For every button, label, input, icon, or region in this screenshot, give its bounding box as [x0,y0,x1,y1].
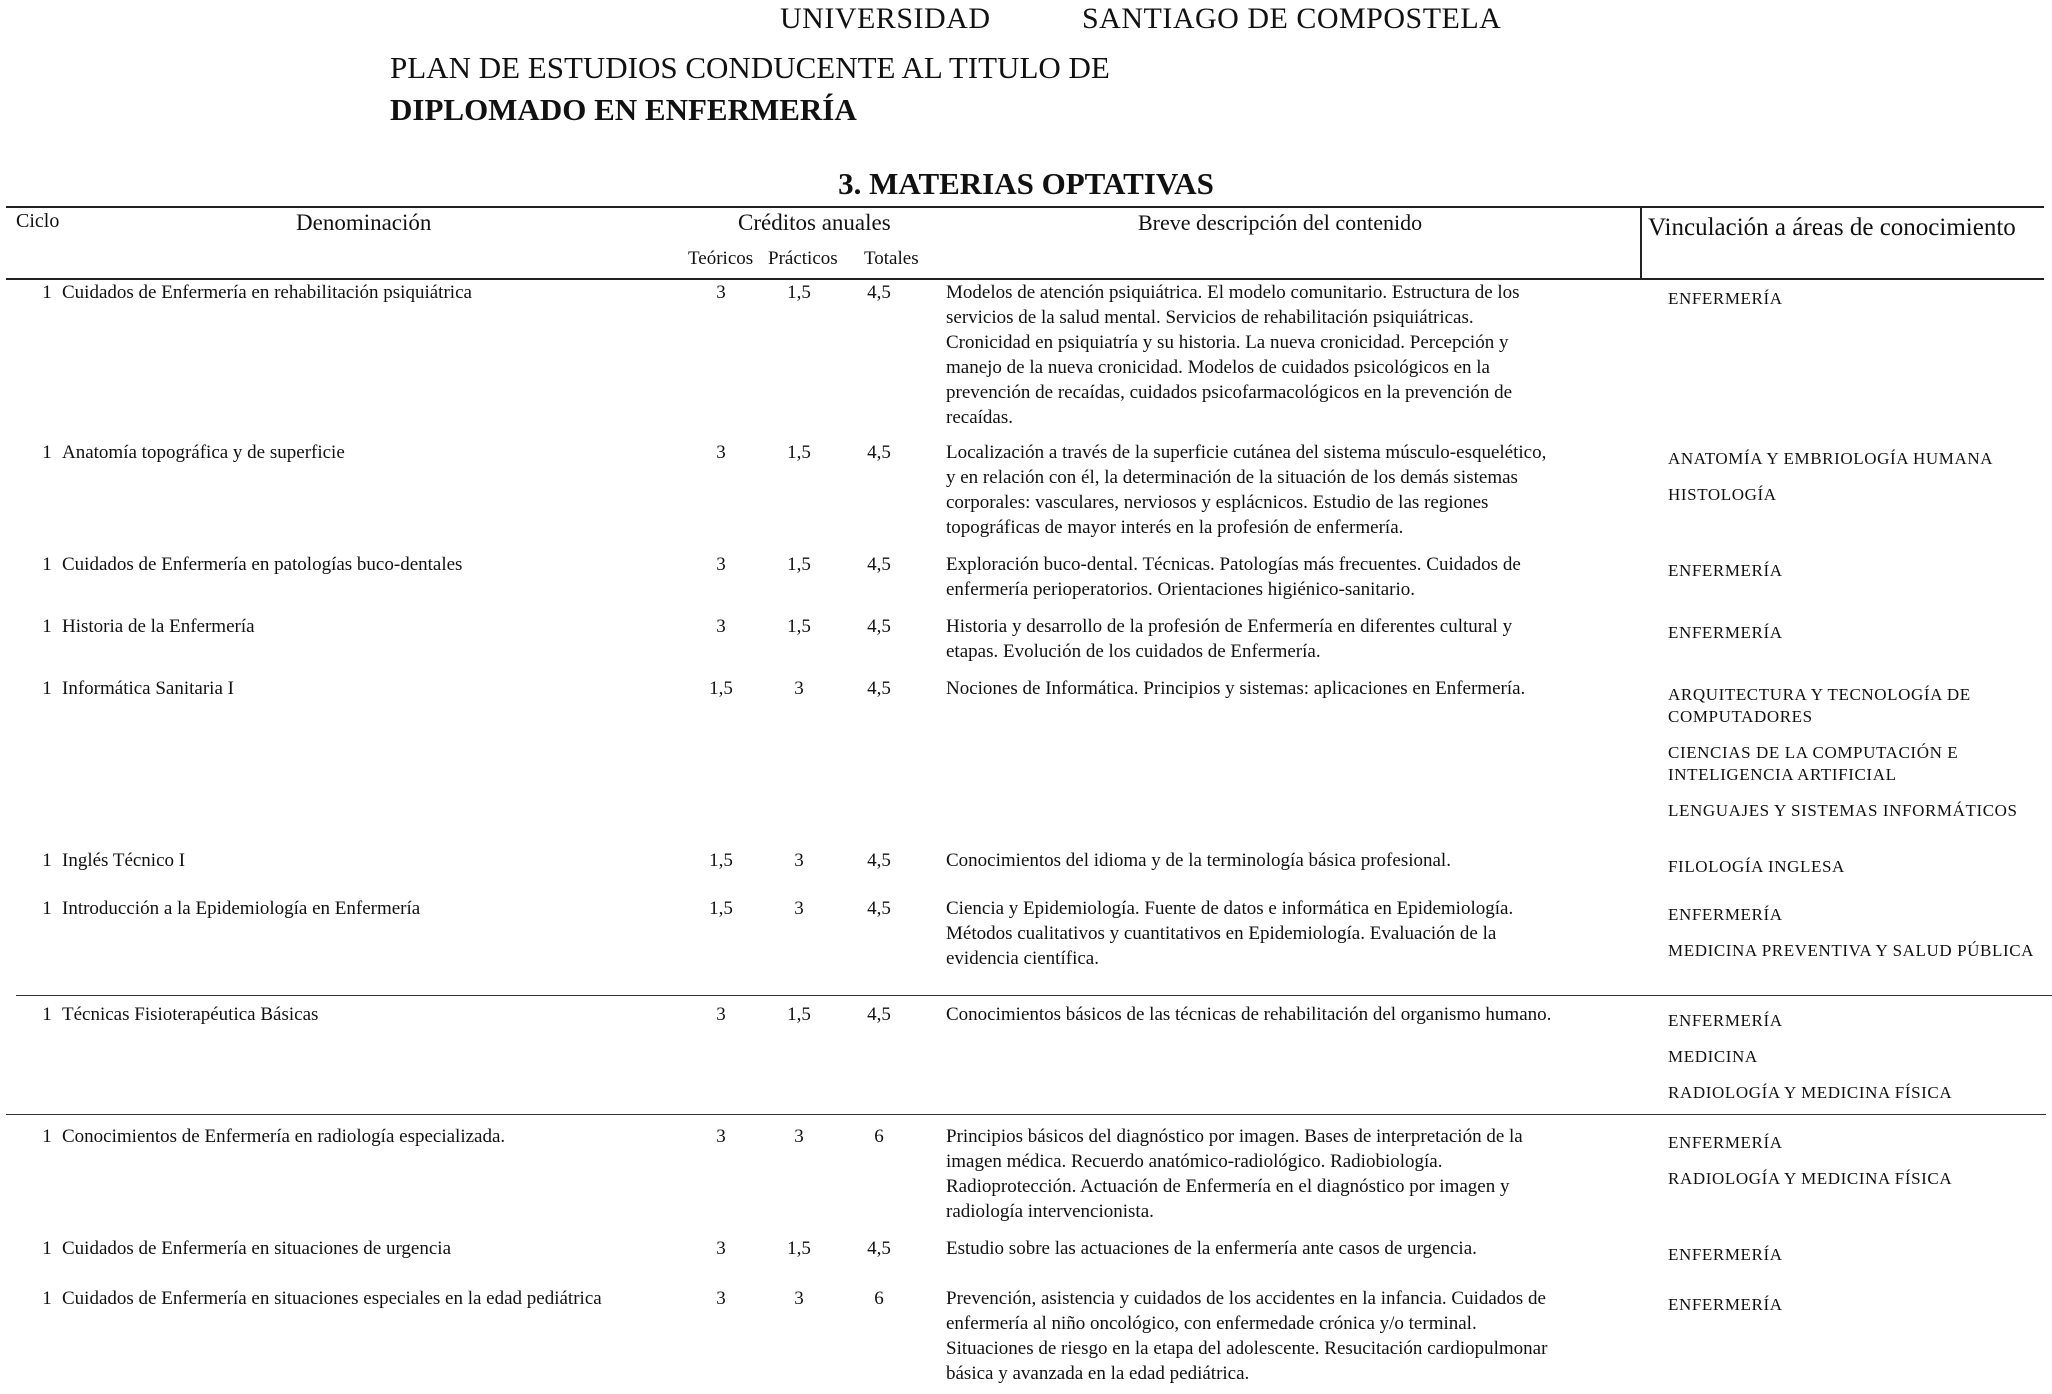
row-teoricos: 3 [716,1238,726,1259]
knowledge-area: ENFERMERÍA [1668,905,1783,924]
row-descripcion [946,614,1626,664]
header-top-rule [6,206,2044,208]
row-areas [1668,904,2048,976]
description-line: servicios de la salud mental. Servicios de rehabilitación psiquiátricas. [946,307,1474,328]
row-descripcion [946,1124,1626,1224]
row-areas [1668,1010,2048,1118]
description-line: recaídas. [946,407,1013,428]
row-teoricos: 3 [716,554,726,575]
description-line: corporales: vasculares, nerviosos y esplácnicos. Estudio de las regiones [946,492,1489,513]
row-areas [1668,684,2048,836]
description-line: Estudio sobre las actuaciones de la enfermería ante casos de urgencia. [946,1238,1477,1259]
row-practicos: 1,5 [787,554,811,575]
row-ciclo: 1 [42,616,52,637]
row-areas [1668,560,2048,596]
row-descripcion [946,280,1626,430]
row-descripcion [946,440,1626,540]
description-line: imagen médica. Recuerdo anatómico-radiológico. Radiobiología. [946,1151,1443,1172]
row-practicos: 3 [794,1288,804,1309]
knowledge-area: ENFERMERÍA [1668,623,1783,642]
description-line: evidencia científica. [946,948,1099,969]
col-denominacion: Denominación [296,210,432,235]
knowledge-area: ENFERMERÍA [1668,289,1783,308]
row-practicos: 1,5 [787,616,811,637]
description-line: enfermería perioperatorios. Orientaciones higiénico-sanitario. [946,579,1415,600]
knowledge-area: LENGUAJES Y SISTEMAS INFORMÁTICOS [1668,801,2018,820]
description-line: Prevención, asistencia y cuidados de los accidentes en la infancia. Cuidados de [946,1288,1546,1309]
description-line: topográficas de mayor interés en la profesión de enfermería. [946,517,1404,538]
col-totales: Totales [864,248,919,269]
description-line: Métodos cualitativos y cuantitativos en Epidemiología. Evaluación de la [946,923,1497,944]
row-totales: 4,5 [867,282,891,303]
row-denominacion: Inglés Técnico I [62,850,186,871]
row-separator [6,1114,2046,1115]
description-line: Situaciones de riesgo en la etapa del adolescente. Resucitación cardiopulmonar [946,1338,1548,1359]
row-ciclo: 1 [42,898,52,919]
description-line: Cronicidad en psiquiatría y su historia. La nueva cronicidad. Percepción y [946,332,1509,353]
row-denominacion: Informática Sanitaria I [62,678,234,699]
row-teoricos: 1,5 [709,898,733,919]
row-teoricos: 1,5 [709,678,733,699]
row-ciclo: 1 [42,850,52,871]
row-areas [1668,1294,2048,1330]
row-denominacion: Técnicas Fisioterapéutica Básicas [62,1004,319,1025]
knowledge-area: MEDICINA [1668,1047,1758,1066]
description-line: Conocimientos del idioma y de la terminología básica profesional. [946,850,1451,871]
col-teoricos: Teóricos [688,248,754,269]
knowledge-area: RADIOLOGÍA Y MEDICINA FÍSICA [1668,1083,1953,1102]
row-teoricos: 3 [716,1126,726,1147]
row-totales: 4,5 [867,442,891,463]
row-totales: 4,5 [867,898,891,919]
row-teoricos: 3 [716,616,726,637]
knowledge-area: FILOLOGÍA INGLESA [1668,857,1845,876]
row-ciclo: 1 [42,282,52,303]
row-practicos: 3 [794,1126,804,1147]
row-practicos: 1,5 [787,1238,811,1259]
row-teoricos: 3 [716,282,726,303]
row-ciclo: 1 [42,1004,52,1025]
knowledge-area: ENFERMERÍA [1668,1133,1783,1152]
description-line: y en relación con él, la determinación de la situación de los demás sistemas [946,467,1518,488]
row-areas [1668,288,2048,324]
knowledge-area: ENFERMERÍA [1668,1245,1783,1264]
knowledge-area: ANATOMÍA Y EMBRIOLOGÍA HUMANA [1668,449,1994,468]
col-vinculacion: Vinculación a áreas de conocimiento [1648,214,2016,241]
description-line: manejo de la nueva cronicidad. Modelos de cuidados psicológicos en la [946,357,1490,378]
row-totales: 4,5 [867,850,891,871]
knowledge-area: CIENCIAS DE LA COMPUTACIÓN E INTELIGENCIA ARTIFICIAL [1668,743,1959,784]
knowledge-area: RADIOLOGÍA Y MEDICINA FÍSICA [1668,1169,1953,1188]
row-areas [1668,1244,2048,1280]
row-descripcion [946,896,1626,971]
row-teoricos: 3 [716,1004,726,1025]
row-denominacion: Historia de la Enfermería [62,616,255,637]
row-descripcion [946,1286,1626,1386]
col-creditos: Créditos anuales [738,210,891,235]
row-areas [1668,622,2048,658]
row-teoricos: 3 [716,442,726,463]
row-denominacion: Introducción a la Epidemiología en Enfermería [62,898,421,919]
row-separator [16,995,2052,996]
row-ciclo: 1 [42,1238,52,1259]
description-line: Localización a través de la superficie cutánea del sistema músculo-esquelético, [946,442,1547,463]
col-ciclo: Ciclo [16,210,60,232]
row-practicos: 1,5 [787,282,811,303]
description-line: etapas. Evolución de los cuidados de Enfermería. [946,641,1321,662]
description-line: Exploración buco-dental. Técnicas. Patologías más frecuentes. Cuidados de [946,554,1521,575]
row-teoricos: 1,5 [709,850,733,871]
row-totales: 4,5 [867,678,891,699]
row-totales: 4,5 [867,554,891,575]
row-areas [1668,448,2048,520]
section-title: 3. MATERIAS OPTATIVAS [838,166,1214,201]
row-denominacion: Cuidados de Enfermería en situaciones especiales en la edad pediátrica [62,1288,602,1309]
row-practicos: 3 [794,850,804,871]
description-line: Historia y desarrollo de la profesión de Enfermería en diferentes cultural y [946,616,1513,637]
knowledge-area: ENFERMERÍA [1668,1295,1783,1314]
row-ciclo: 1 [42,442,52,463]
header-divider [1640,206,1642,279]
col-practicos: Prácticos [768,248,838,269]
knowledge-area: ENFERMERÍA [1668,561,1783,580]
description-line: Radioprotección. Actuación de Enfermería en el diagnóstico por imagen y [946,1176,1510,1197]
knowledge-area: MEDICINA PREVENTIVA Y SALUD PÚBLICA [1668,941,2035,960]
row-denominacion: Conocimientos de Enfermería en radiología especializada. [62,1126,506,1147]
description-line: radiología intervencionista. [946,1201,1154,1222]
row-ciclo: 1 [42,554,52,575]
description-line: Ciencia y Epidemiología. Fuente de datos e informática en Epidemiología. [946,898,1514,919]
row-areas [1668,856,2048,892]
row-descripcion [946,552,1626,602]
knowledge-area: ARQUITECTURA Y TECNOLOGÍA DE COMPUTADORES [1668,685,1971,726]
header-city: SANTIAGO DE COMPOSTELA [1082,2,1502,35]
row-practicos: 3 [794,898,804,919]
row-totales: 4,5 [867,1004,891,1025]
description-line: básica y avanzada en la edad pediátrica. [946,1363,1250,1384]
description-line: Nociones de Informática. Principios y sistemas: aplicaciones en Enfermería. [946,678,1526,699]
knowledge-area: HISTOLOGÍA [1668,485,1777,504]
row-areas [1668,1132,2048,1204]
row-teoricos: 3 [716,1288,726,1309]
col-descripcion: Breve descripción del contenido [1138,210,1423,235]
description-line: enfermería al niño oncológico, con enfermedade crónica y/o terminal. [946,1313,1477,1334]
row-ciclo: 1 [42,1126,52,1147]
row-descripcion [946,848,1626,873]
row-totales: 4,5 [867,1238,891,1259]
description-line: prevención de recaídas, cuidados psicofarmacológicos en la prevención de [946,382,1513,403]
row-denominacion: Anatomía topográfica y de superficie [62,442,345,463]
row-totales: 6 [874,1288,884,1309]
row-practicos: 1,5 [787,1004,811,1025]
degree-title: DIPLOMADO EN ENFERMERÍA [390,92,857,127]
row-denominacion: Cuidados de Enfermería en rehabilitación psiquiátrica [62,282,472,303]
row-totales: 6 [874,1126,884,1147]
row-descripcion [946,1002,1626,1027]
description-line: Modelos de atención psiquiátrica. El modelo comunitario. Estructura de los [946,282,1520,303]
row-descripcion [946,1236,1626,1261]
row-totales: 4,5 [867,616,891,637]
row-denominacion: Cuidados de Enfermería en situaciones de urgencia [62,1238,452,1259]
row-practicos: 3 [794,678,804,699]
row-denominacion: Cuidados de Enfermería en patologías buco-dentales [62,554,463,575]
plan-title: PLAN DE ESTUDIOS CONDUCENTE AL TITULO DE [390,50,1110,85]
description-line: Conocimientos básicos de las técnicas de rehabilitación del organismo humano. [946,1004,1552,1025]
row-ciclo: 1 [42,678,52,699]
description-line: Principios básicos del diagnóstico por imagen. Bases de interpretación de la [946,1126,1523,1147]
row-descripcion [946,676,1626,701]
row-practicos: 1,5 [787,442,811,463]
header-university: UNIVERSIDAD [780,2,991,35]
knowledge-area: ENFERMERÍA [1668,1011,1783,1030]
row-ciclo: 1 [42,1288,52,1309]
